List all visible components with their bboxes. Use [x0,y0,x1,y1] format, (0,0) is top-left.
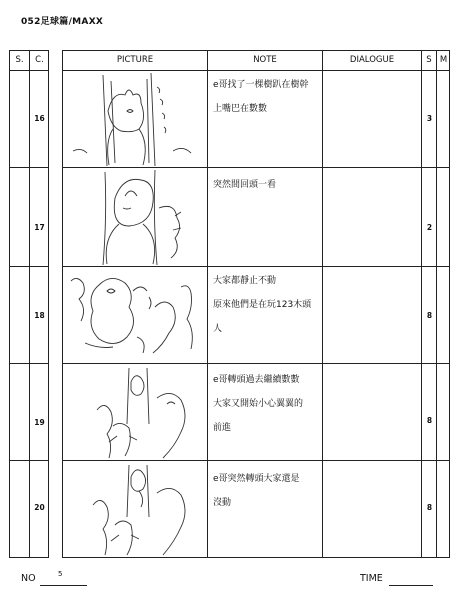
no-label: NO [21,573,36,584]
cut-header: C. [35,55,44,65]
note-line: 上嘴巴在數數 [213,104,268,114]
note-cell [213,467,313,515]
sketch-cut-20 [63,461,207,558]
cut-number: 17 [34,223,45,232]
seconds-value: 3 [426,114,433,123]
scene-header: S. [15,55,24,65]
document-title: 052足球篇/MAXX [21,17,104,27]
picture-header: PICTURE [116,55,154,65]
note-line: e哥轉頭過去繼續數數 [213,375,300,385]
no-underline [40,585,87,586]
note-line: e哥找了一棵樹趴在樹幹 [213,80,309,90]
cut-number: 18 [34,311,45,320]
cut-number: 20 [34,503,45,512]
sketch-cut-17 [63,168,207,266]
no-value: 5 [58,570,63,578]
seconds-value: 8 [426,503,433,512]
note-line: 人 [213,324,223,334]
misc-header: M [439,55,448,65]
note-line: 前進 [213,423,232,433]
scene-cut-column [9,50,49,558]
note-line: e哥突然轉頭大家還是 [213,474,300,484]
note-cell [213,173,313,197]
note-line: 原來他們是在玩123木頭 [213,300,312,310]
note-cell [213,269,313,341]
cut-number: 16 [34,114,45,123]
seconds-value: 8 [426,311,433,320]
seconds-header: S [426,55,432,65]
seconds-value: 2 [426,223,433,232]
note-line: 大家又開始小心翼翼的 [213,399,304,409]
note-line: 大家都靜止不動 [213,276,277,286]
note-header: NOTE [253,55,277,65]
note-cell [213,368,313,440]
note-line: 沒動 [213,498,232,508]
time-underline [389,585,433,586]
storyboard-table [62,50,450,558]
sketch-cut-18 [63,267,207,363]
note-line: 突然間回頭一看 [213,180,277,190]
seconds-value: 8 [426,416,433,425]
time-label: TIME [360,573,383,584]
note-cell [213,73,313,121]
cut-number: 19 [34,418,45,427]
dialogue-header: DIALOGUE [349,55,395,65]
sketch-cut-19 [63,364,207,460]
sketch-cut-16 [63,71,207,167]
